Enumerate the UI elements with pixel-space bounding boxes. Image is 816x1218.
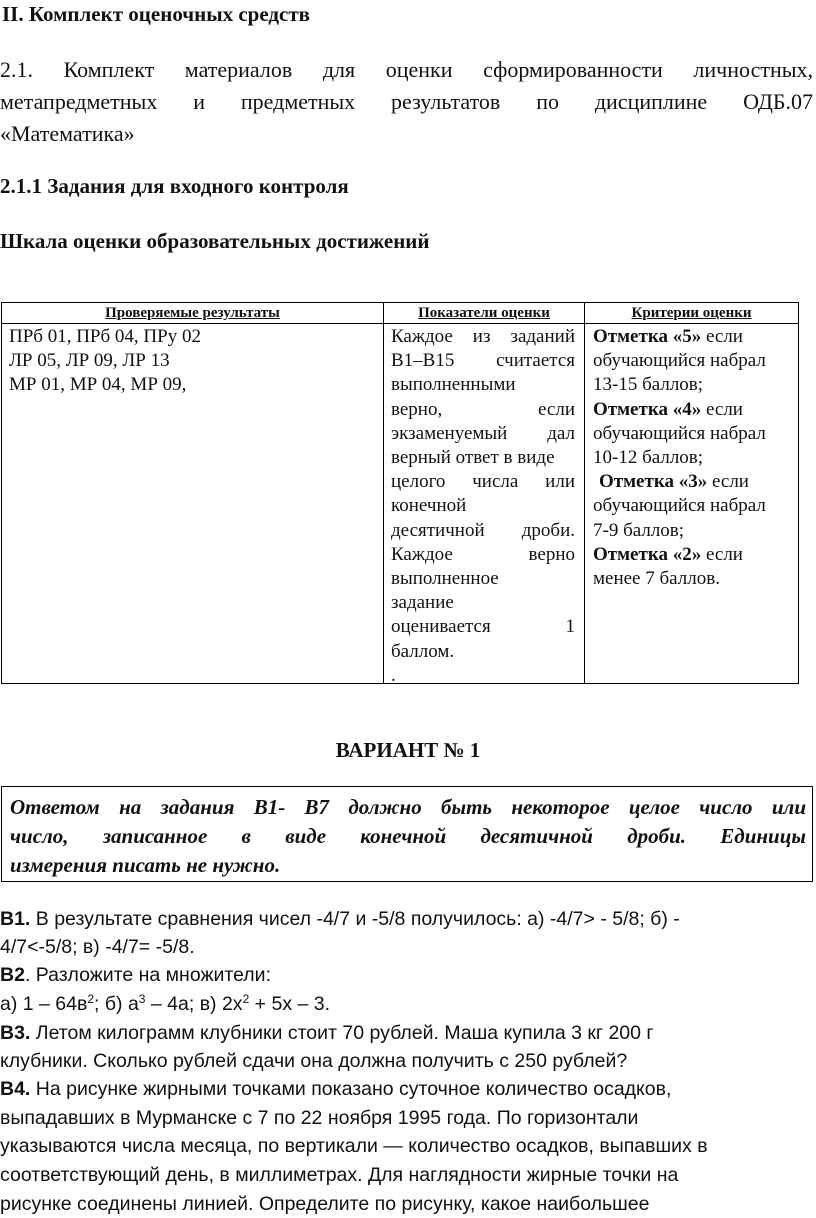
task-text: – 4а; в) 2х [145,993,243,1015]
criteria-text: 7-9 баллов; [593,519,685,541]
criteria-mark: Отметка «3» [599,471,708,493]
task-b4 [0,1078,671,1101]
criteria-text: обучающийся набрал [593,495,766,517]
task-b4-cont: соответствующий день, в миллиметрах. Для наглядности жирные точки на [0,1164,679,1186]
indicator-word: если [538,398,575,420]
result-line: ПРб 01, ПРб 04, ПРу 02 [9,326,201,347]
instructions-line-3: измерения писать не нужно. [10,853,281,877]
exponent: 2 [87,992,95,1006]
criteria-mark: Отметка «2» [593,543,702,565]
criteria-cell [593,325,766,591]
task-text: В результате сравнения чисел -4/7 и -5/8 получилось: а) -4/7> - 5/8; б) - [30,908,680,930]
task-b3 [0,1022,654,1045]
indicator-word: числа [472,471,519,493]
task-text: Летом килограмм клубники стоит 70 рублей. Маша купила 3 кг 200 г [30,1022,654,1044]
indicator-line: баллом. [391,640,455,662]
criteria-text: менее 7 баллов. [593,568,720,590]
subsection-line-1: 2.1. Комплект материалов для оценки сформированности личностных, [0,57,813,82]
results-cell [9,325,201,398]
indicators-cell [391,325,575,688]
indicator-word: верно, [391,398,443,420]
indicator-word: Каждое [391,326,453,347]
indicator-line: выполненное [391,568,499,590]
task-label: В2 [0,964,25,986]
task-b1 [0,908,680,931]
variant-title: ВАРИАНТ № 1 [335,738,481,762]
indicator-word: дроби. [521,519,575,541]
criteria-text: 13-15 баллов; [593,374,704,396]
exponent: 3 [138,992,146,1006]
indicator-word: В1–В15 [391,350,455,372]
task-text: + 5х – 3. [249,993,331,1015]
indicator-word: экзаменуемый [391,422,508,444]
assessment-table [1,302,799,684]
indicator-word: оценивается [391,616,491,638]
criteria-text: если [701,326,743,347]
task-b2 [0,964,271,987]
criteria-text: обучающийся набрал [593,422,766,444]
indicator-word: заданий [510,326,575,347]
task-text: ; б) а [94,993,139,1015]
task-text: . Разложите на множители: [24,964,271,986]
result-line: МР 01, МР 04, МР 09, [9,374,187,396]
instructions-line-2: число, записанное в виде конечной десятичной дроби. Единицы [10,824,806,848]
instructions-box [1,786,813,882]
indicator-word: из [472,326,491,347]
indicator-word: Каждое [391,543,453,565]
task-label: В3. [0,1022,31,1044]
task-b1-cont: 4/7<-5/8; в) -4/7= -5/8. [0,936,195,958]
table-divider [584,303,585,683]
task-text: а) 1 – 64в [0,993,88,1015]
header-results: Проверяемые результаты [105,305,280,321]
task-label: В1. [0,908,31,930]
exponent: 2 [242,992,250,1006]
task-b3-cont: клубники. Сколько рублей сдачи она должна получить с 250 рублей? [0,1050,628,1072]
header-criteria: Критерии оценки [631,305,752,321]
task-label: В4. [0,1078,31,1100]
indicator-word: считается [496,350,575,372]
indicator-word: верно [528,543,575,565]
subsection-line-3: «Математика» [0,121,135,146]
task-b2-items [0,993,330,1016]
task-b4-cont: указываются числа месяца, по вертикали — количество осадков, выпавших в [0,1135,708,1157]
subsection-line-2: метапредметных и предметных результатов по дисциплине ОДБ.07 [0,89,813,114]
scale-title: Шкала оценки образовательных достижений [0,229,430,253]
indicator-word: целого [391,471,446,493]
task-text: На рисунке жирными точками показано суточное количество осадков, [30,1078,672,1100]
result-line: ЛР 05, ЛР 09, ЛР 13 [9,350,170,372]
task-b4-cont: выпадавших в Мурманске с 7 по 22 ноября 1995 года. По горизонтали [0,1107,639,1129]
indicator-word: или [545,471,575,493]
criteria-text: 10-12 баллов; [593,447,704,469]
indicator-word: десятичной [391,519,485,541]
section-title: II. Комплект оценочных средств [2,2,311,26]
entry-control-title: 2.1.1 Задания для входного контроля [0,174,349,198]
indicator-word: 1 [565,616,575,638]
table-header-divider [2,323,798,324]
criteria-text: если [707,471,749,493]
indicator-line: верный ответ в виде [391,447,555,469]
indicator-line: конечной [391,495,467,517]
criteria-mark: Отметка «5» [593,326,702,347]
table-divider [383,303,384,683]
indicator-line: задание [391,592,454,614]
indicator-word: дал [547,422,575,444]
instructions-line-1: Ответом на задания В1- В7 должно быть некоторое целое число или [10,795,806,819]
criteria-text: обучающийся набрал [593,350,766,372]
indicator-line: выполненными [391,374,516,396]
criteria-mark: Отметка «4» [593,398,702,420]
criteria-text: если [701,398,743,420]
header-indicators: Показатели оценки [418,305,550,321]
criteria-text: если [701,543,743,565]
task-b4-cont: рисунке соединены линией. Определите по рисунку, какое наибольшее [0,1193,650,1215]
indicator-line: . [391,664,396,686]
